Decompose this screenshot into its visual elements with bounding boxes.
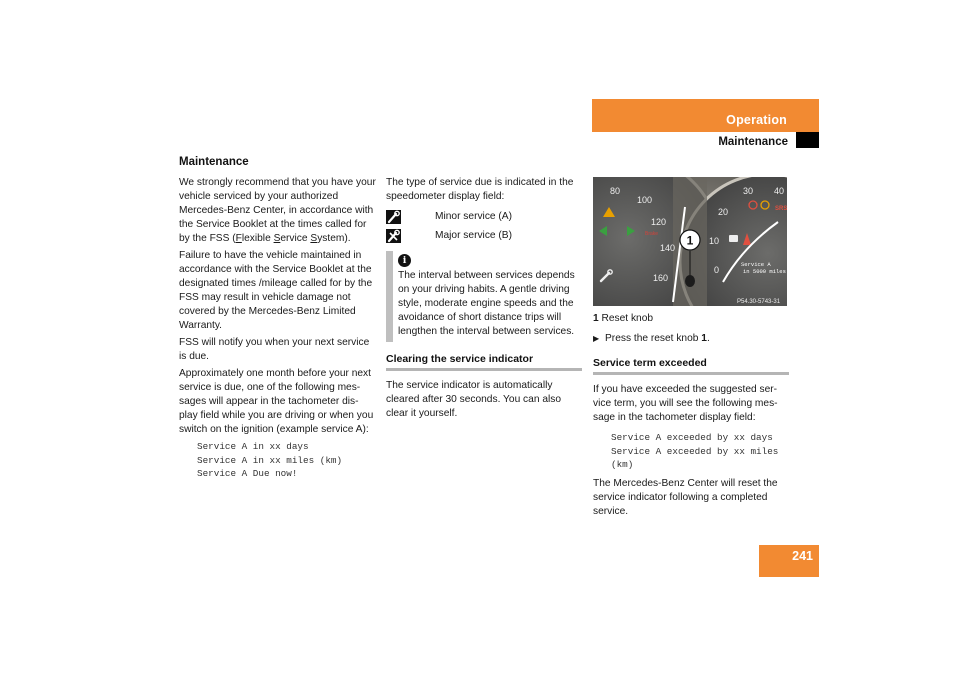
info-note — [386, 251, 582, 342]
paragraph-messages-intro: Approximately one month before your next service is due, one of the following mes-sages will appear in the tachometer dis-play field while you are driving or when you switch on the ignition (example service A): — [179, 368, 374, 435]
tach-tick: 10 — [709, 236, 720, 246]
reset-knob — [685, 275, 695, 287]
instrument-cluster-photo — [593, 177, 787, 306]
message-line: Service A in xx days — [197, 441, 309, 452]
paragraph-exceeded: If you have exceeded the suggested ser-vice term, you will see the following mes-sage in the tachometer display field: — [593, 384, 778, 423]
info-icon: i — [398, 254, 411, 267]
section-tab — [592, 99, 819, 132]
display-line: in 5000 miles — [743, 268, 786, 275]
info-note-bar — [386, 251, 393, 342]
paragraph-clearing: The service indicator is automatically cleared after 30 seconds. You can also clear it yourself. — [386, 380, 562, 419]
display-line: Service A — [741, 261, 771, 268]
message-line: Service A in xx miles (km) — [197, 454, 343, 466]
double-wrench-icon — [386, 229, 401, 243]
paragraph-recommend: We strongly recommend that you have your vehicle serviced by your authorized Mercedes-Benz Center, in accordance with the Service Booklet at the times called for by the FSS (Flexible Service System). — [179, 177, 376, 244]
paragraph-service-type: The type of service due is indicated in the speedometer display field: — [386, 177, 574, 202]
exceeded-message-list — [593, 431, 789, 472]
message-line: Service A exceeded by xx days — [611, 432, 773, 443]
subsection-title: Maintenance — [718, 136, 788, 148]
paragraph-reset-by-center: The Mercedes-Benz Center will reset the service indicator following a completed service. — [593, 477, 778, 517]
section-heading-exceeded: Service term exceeded — [593, 356, 789, 375]
section-title: Operation — [726, 113, 787, 127]
message-line: (km) — [611, 459, 634, 470]
svg-text:Brake: Brake — [645, 231, 659, 237]
paragraph-notify: FSS will notify you when your next service is due. — [179, 337, 370, 362]
tach-tick: 20 — [718, 207, 729, 217]
section-heading-clearing: Clearing the service indicator — [386, 352, 582, 371]
message-line: Service A exceeded by xx miles — [611, 445, 779, 457]
service-type-row — [386, 207, 582, 226]
column-2 — [386, 176, 582, 424]
tach-tick: 40 — [774, 186, 785, 196]
service-type-label: Minor service (A) — [435, 210, 512, 222]
speed-tick: 100 — [637, 195, 653, 205]
tach-tick: 0 — [714, 265, 720, 275]
page-number: 241 — [792, 549, 813, 563]
section-tab-marker — [796, 132, 819, 148]
service-type-row — [386, 226, 582, 245]
wrench-icon — [386, 210, 401, 224]
svg-text:SRS: SRS — [775, 206, 787, 212]
column-3 — [593, 312, 789, 522]
speed-tick: 160 — [653, 273, 669, 283]
instruction-step: ▶ Press the reset knob 1. — [593, 333, 710, 344]
info-note-text: The interval between services depends on your driving habits. A gentle driving style, moderate engine speeds and the avoidance of short distance trips will lengthen the interval between services. — [398, 270, 575, 337]
service-type-label: Major service (B) — [435, 229, 512, 241]
message-line: Service A Due now! — [197, 468, 298, 479]
svg-text:1: 1 — [686, 233, 694, 248]
speed-tick: 80 — [610, 186, 621, 196]
paragraph-warranty: Failure to have the vehicle maintained in accordance with the Service Booklet at the designated times /mileage called for by the FSS may result in vehicle damage not covered by the Mercedes-Benz Limited Warranty. — [179, 250, 373, 331]
figure-code: P54.30-5743-31 — [737, 299, 781, 305]
column-1 — [179, 176, 377, 486]
page-heading: Maintenance — [179, 156, 249, 168]
speed-tick: 140 — [660, 243, 676, 253]
page-number-tab — [759, 545, 819, 577]
message-list — [179, 440, 377, 481]
figure-caption: 1 Reset knob — [593, 313, 654, 324]
bullet-arrow-icon: ▶ — [593, 334, 600, 343]
speed-tick: 120 — [651, 217, 667, 227]
tach-tick: 30 — [743, 186, 754, 196]
